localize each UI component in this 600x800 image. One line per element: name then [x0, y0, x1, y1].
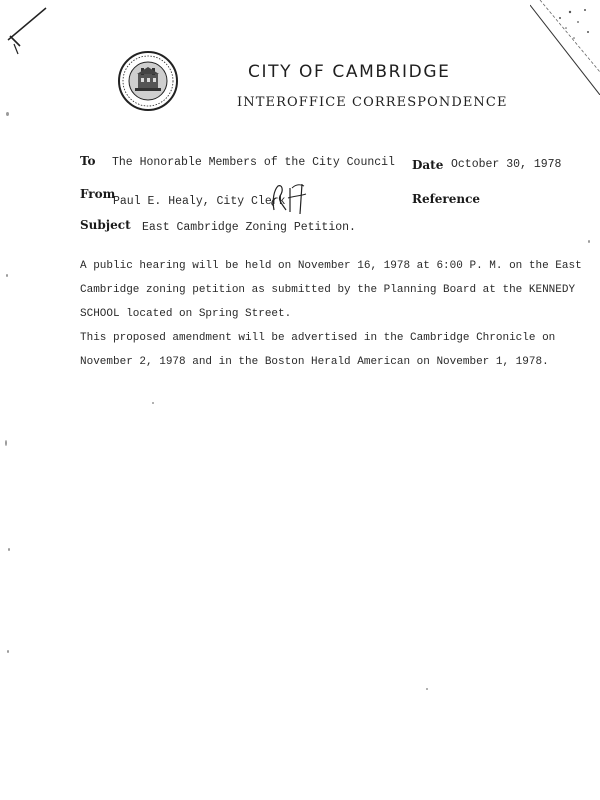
- body-line: A public hearing will be held on November 16, 1978 at 6:00 P. M. on the East: [80, 260, 582, 272]
- from-value: Paul E. Healy, City Clerk: [113, 195, 286, 208]
- subject-value: East Cambridge Zoning Petition.: [142, 221, 356, 234]
- reference-label: Reference: [412, 192, 481, 206]
- subject-label: Subject: [80, 218, 131, 232]
- scan-speck: [6, 274, 8, 277]
- scan-speck: [152, 402, 154, 404]
- scan-mark-top-left: [0, 0, 60, 60]
- city-seal-icon: [117, 50, 179, 112]
- to-value: The Honorable Members of the City Council: [112, 156, 395, 169]
- from-label: From: [80, 187, 116, 201]
- body-line: This proposed amendment will be advertised in the Cambridge Chronicle on: [80, 332, 556, 344]
- to-label: To: [80, 154, 96, 168]
- scan-speck: [7, 650, 9, 653]
- page-title: CITY OF CAMBRIDGE: [248, 62, 451, 82]
- handwritten-initials: [268, 180, 310, 218]
- folded-corner: [530, 0, 600, 95]
- scan-speck: [426, 688, 428, 690]
- date-value: October 30, 1978: [451, 158, 562, 171]
- body-line: Cambridge zoning petition as submitted by the Planning Board at the KENNEDY: [80, 284, 576, 296]
- page-subtitle: INTEROFFICE CORRESPONDENCE: [237, 95, 508, 110]
- body-line: SCHOOL located on Spring Street.: [80, 308, 292, 320]
- scan-speck: [8, 548, 10, 551]
- body-line: November 2, 1978 and in the Boston Herald American on November 1, 1978.: [80, 356, 549, 368]
- scan-speck: [5, 440, 7, 446]
- date-label: Date: [412, 158, 444, 172]
- scan-speck: [6, 112, 9, 116]
- scan-speck: [588, 240, 590, 243]
